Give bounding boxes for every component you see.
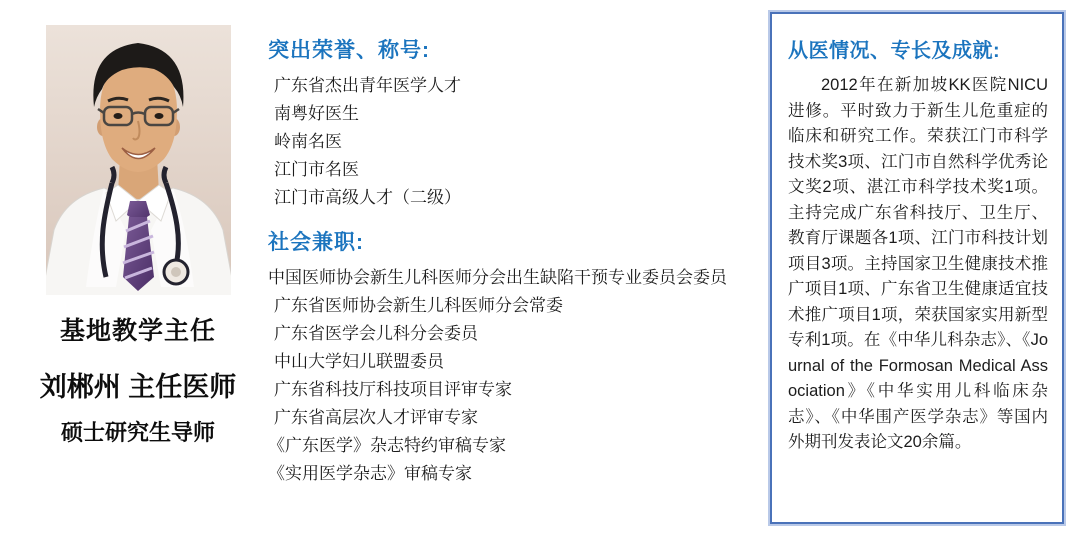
achievements-heading: 从医情况、专长及成就:	[788, 40, 1001, 62]
degree-title: 硕士研究生导师	[60, 420, 215, 445]
honor-item: 江门市名医	[274, 160, 359, 179]
doctor-photo	[46, 25, 231, 295]
position-item: 广东省医学会儿科分会委员	[274, 324, 478, 343]
position-item: 广东省医师协会新生儿科医师分会常委	[274, 296, 563, 315]
doctor-name: 刘郴州 主任医师	[39, 372, 237, 402]
honor-item: 广东省杰出青年医学人才	[274, 76, 461, 95]
honor-item: 江门市高级人才（二级）	[274, 188, 461, 207]
left-column	[28, 25, 248, 447]
role-title: 基地教学主任	[59, 317, 216, 345]
honor-item: 南粤好医生	[274, 104, 359, 123]
positions-list	[268, 264, 768, 488]
position-item: 《实用医学杂志》审稿专家	[268, 464, 472, 483]
position-item: 《广东医学》杂志特约审稿专家	[268, 436, 506, 455]
achievements-text: 2012年在新加坡KK医院NICU进修。平时致力于新生儿危重症的临床和研究工作。荣获江门市科学技术奖3项、江门市自然科学优秀论文奖2项、湛江市科学技术奖1项。主持完成广东省科技厅、卫生厅、教育厅课题各1项、江门市科技计划项目3项。主持国家卫生健康技术推广项目1项、广东省卫生健康适宜技术推广项目1项，荣获国家实用新型专利1项。在《中华儿科杂志》、《Journal of the Formosan Medical Association》《中华实用儿科临床杂志》、《中华围产医学杂志》等国内外期刊发表论文20余篇。	[788, 76, 1048, 451]
doctor-portrait-illustration	[46, 25, 231, 295]
middle-column	[268, 34, 768, 488]
position-item: 中国医师协会新生儿科医师分会出生缺陷干预专业委员会委员	[268, 268, 727, 287]
position-item: 广东省科技厅科技项目评审专家	[274, 380, 512, 399]
position-item: 广东省高层次人才评审专家	[274, 408, 478, 427]
position-item: 中山大学妇儿联盟委员	[274, 352, 444, 371]
achievements-box	[770, 12, 1064, 524]
honors-list	[268, 72, 768, 212]
honors-heading: 突出荣誉、称号:	[268, 39, 430, 62]
honor-item: 岭南名医	[274, 132, 342, 151]
positions-heading: 社会兼职:	[268, 231, 364, 254]
